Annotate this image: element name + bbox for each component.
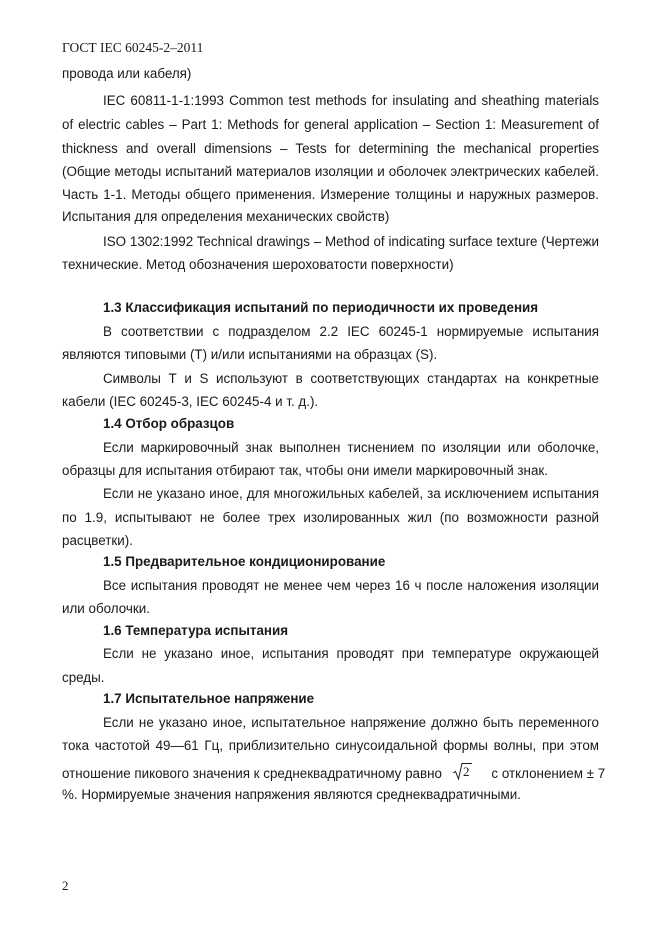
section-heading: 1.5 Предварительное кондиционирование: [103, 554, 386, 569]
text-line: thickness and overall dimensions – Tests for determining the mechanical properties: [62, 141, 599, 156]
text-line: кабели (IEC 60245-3, IEC 60245-4 и т. д.).: [62, 394, 319, 409]
section-heading: 1.7 Испытательное напряжение: [103, 691, 315, 706]
text-line: являются типовыми (Т) и/или испытаниями на образцах (S).: [62, 347, 438, 362]
text-line: по 1.9, испытывают не более трех изолированных жил (по возможности разной: [62, 510, 599, 525]
text-line: IEC 60811-1-1:1993 Common test methods for insulating and sheathing materials: [103, 93, 599, 108]
text-line: расцветки).: [62, 533, 133, 548]
text-line: of electric cables – Part 1: Methods for general application – Section 1: Measurement of: [62, 117, 599, 132]
formula-line: [62, 762, 606, 782]
radicand: 2: [462, 764, 470, 779]
text-line: Испытания для определения механических свойств): [62, 209, 390, 224]
text-line: или оболочки.: [62, 601, 150, 616]
text-line: %. Нормируемые значения напряжения являются среднеквадратичными.: [62, 787, 521, 802]
section-heading: 1.6 Температура испытания: [103, 623, 289, 638]
text-line: Символы Т и S используют в соответствующих стандартах на конкретные: [103, 371, 599, 386]
text-line: Если не указано иное, для многожильных кабелей, за исключением испытания: [103, 486, 599, 501]
text-line: Все испытания проводят не менее чем через 16 ч после наложения изоляции: [103, 578, 599, 593]
document-header: ГОСТ IEC 60245-2–2011: [62, 40, 204, 55]
text-line: Если не указано иное, испытательное напряжение должно быть переменного: [103, 715, 599, 730]
text-line: технические. Метод обозначения шероховатости поверхности): [62, 257, 454, 272]
text-line: провода или кабеля): [62, 66, 192, 81]
text-line: образцы для испытания отбирают так, чтобы они имели маркировочный знак.: [62, 463, 548, 478]
text-segment: отношение пикового значения к среднеквадратичному равно: [62, 766, 442, 781]
text-line: (Общие методы испытаний материалов изоляции и оболочек электрических кабелей.: [62, 164, 599, 179]
text-line: ISO 1302:1992 Technical drawings – Method of indicating surface texture (Чертежи: [103, 234, 599, 249]
text-segment: с отклонением ± 7: [491, 766, 606, 781]
text-line: Часть 1-1. Методы общего применения. Измерение толщины и наружных размеров.: [62, 187, 599, 202]
section-heading: 1.4 Отбор образцов: [103, 416, 235, 431]
text-line: В соответствии с подразделом 2.2 IEC 60245-1 нормируемые испытания: [103, 324, 599, 339]
text-line: Если маркировочный знак выполнен тиснением по изоляции или оболочке,: [103, 440, 599, 455]
text-line: тока частотой 49—61 Гц, приблизительно синусоидальной формы волны, при этом: [62, 738, 599, 753]
page-number: 2: [62, 878, 69, 893]
radical-sign-icon: [452, 762, 472, 781]
text-line: Если не указано иное, испытания проводят при температуре окружающей: [103, 646, 599, 661]
section-heading: 1.3 Классификация испытаний по периодичности их проведения: [103, 300, 539, 315]
square-root-formula: [452, 762, 472, 781]
text-line: среды.: [62, 670, 105, 685]
